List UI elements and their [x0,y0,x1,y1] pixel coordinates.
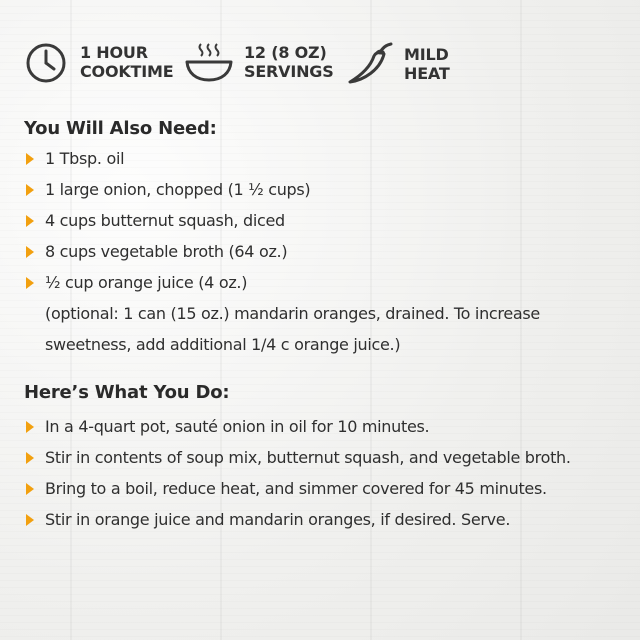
bullet-arrow-icon [26,246,34,258]
also-need-list [26,143,620,360]
list-item-text: 1 large onion, chopped (1 ½ cups) [45,180,311,199]
cooktime-stat [24,40,173,84]
list-item-text: 1 Tbsp. oil [45,149,125,168]
cooktime-label: COOKTIME [80,62,174,81]
directions-list [26,411,620,535]
list-item-text: 8 cups vegetable broth (64 oz.) [45,242,288,261]
list-item [26,442,620,473]
list-item-text: Bring to a boil, reduce heat, and simmer covered for 45 minutes. [45,479,547,498]
servings-label: SERVINGS [244,62,334,81]
chili-pepper-icon [344,40,396,88]
list-item [26,236,620,267]
heat-value: MILD [404,45,449,64]
bullet-arrow-icon [26,153,34,165]
list-item-text: 4 cups butternut squash, diced [45,211,285,230]
soup-bowl-icon [184,40,234,84]
list-item [26,504,620,535]
list-item [26,205,620,236]
heat-label: HEAT [404,64,450,83]
list-item-text: Stir in orange juice and mandarin oranges, if desired. Serve. [45,510,511,529]
bullet-arrow-icon [26,483,34,495]
bullet-arrow-icon [26,514,34,526]
optional-note: (optional: 1 can (15 oz.) mandarin oranges, drained. To increase sweetness, add additional 1/4 c orange juice.) [45,304,540,354]
bullet-arrow-icon [26,215,34,227]
cooktime-value: 1 HOUR [80,43,148,62]
bullet-arrow-icon [26,184,34,196]
bullet-arrow-icon [26,452,34,464]
list-item [26,174,620,205]
heat-stat [344,40,450,88]
servings-value: 12 (8 OZ) [244,43,327,62]
list-item [26,143,620,174]
list-item-text: In a 4-quart pot, sauté onion in oil for 10 minutes. [45,417,430,436]
also-need-heading: You Will Also Need: [24,118,217,139]
list-item [26,411,620,442]
bullet-arrow-icon [26,421,34,433]
directions-heading: Here’s What You Do: [24,382,230,403]
list-item [26,473,620,504]
servings-stat [184,40,334,84]
list-item [26,267,620,360]
list-item-text: ½ cup orange juice (4 oz.) [45,273,248,292]
list-item-text: Stir in contents of soup mix, butternut squash, and vegetable broth. [45,448,571,467]
clock-icon [24,40,68,84]
bullet-arrow-icon [26,277,34,289]
